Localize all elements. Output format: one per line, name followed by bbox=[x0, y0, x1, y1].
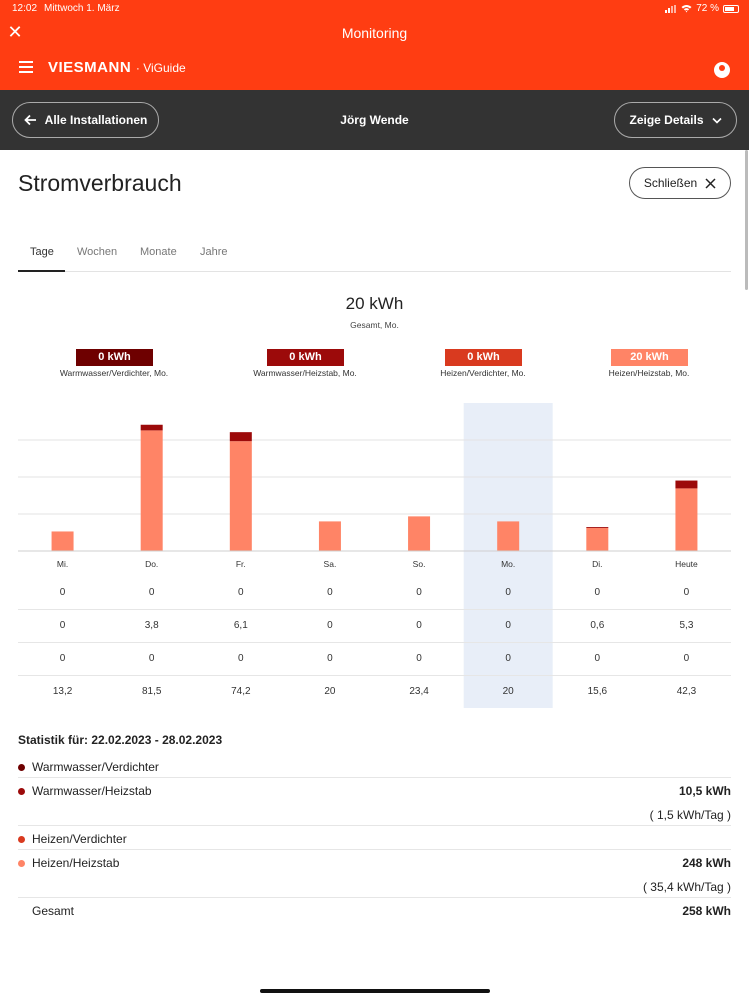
table-cell: 5,3 bbox=[679, 620, 694, 631]
bar-heizen-heizstab-7[interactable] bbox=[675, 488, 697, 551]
period-tabs bbox=[18, 238, 731, 272]
stat-separator bbox=[18, 849, 731, 850]
stat-value: 248 kWh bbox=[682, 856, 731, 870]
table-cell: 13,2 bbox=[52, 686, 73, 697]
stat-separator bbox=[18, 777, 731, 778]
title-bar bbox=[0, 18, 749, 48]
table-cell: 0 bbox=[683, 587, 690, 598]
bar-heizen-heizstab-0[interactable] bbox=[52, 531, 74, 551]
table-cell: 15,6 bbox=[587, 686, 608, 697]
legend-value-heizen-heizstab: 20 kWh bbox=[611, 349, 688, 366]
window-title: Monitoring bbox=[341, 25, 408, 41]
stat-dot bbox=[18, 836, 25, 843]
table-cell: 0 bbox=[148, 587, 155, 598]
table-row-separator bbox=[18, 642, 731, 643]
legend-value-warmwasser-verdichter: 0 kWh bbox=[76, 349, 153, 366]
day-label-6[interactable]: Di. bbox=[592, 559, 603, 569]
table-cell: 23,4 bbox=[409, 686, 429, 697]
table-row-separator bbox=[18, 609, 731, 610]
table-cell: 0 bbox=[148, 653, 155, 664]
bar-warmwasser-heizstab-7[interactable] bbox=[675, 481, 697, 489]
table-cell: 0 bbox=[416, 620, 422, 631]
app-bar bbox=[0, 48, 749, 90]
total-consumption: 20 kWh bbox=[345, 294, 404, 313]
table-cell: 0 bbox=[505, 653, 511, 664]
wifi-icon bbox=[681, 4, 692, 13]
close-button[interactable] bbox=[629, 167, 731, 199]
home-indicator bbox=[260, 989, 490, 993]
stat-dot bbox=[18, 764, 25, 771]
table-cell: 0 bbox=[505, 587, 511, 598]
status-bar bbox=[0, 0, 749, 18]
viessmann-logo bbox=[48, 59, 186, 76]
table-cell: 0 bbox=[416, 587, 422, 598]
active-tab-indicator bbox=[18, 270, 65, 272]
stat-total-value: 258 kWh bbox=[682, 904, 731, 918]
bar-warmwasser-heizstab-1[interactable] bbox=[141, 425, 163, 431]
close-icon bbox=[705, 178, 716, 189]
day-label-2[interactable]: Fr. bbox=[235, 559, 246, 569]
logo-subtitle: · ViGuide bbox=[135, 61, 186, 75]
stat-separator bbox=[18, 897, 731, 898]
page-title: Stromverbrauch bbox=[18, 170, 182, 196]
table-cell: 0 bbox=[238, 587, 244, 598]
stat-total-name: Gesamt bbox=[32, 904, 75, 918]
table-cell: 0 bbox=[594, 653, 601, 664]
stat-dot bbox=[18, 860, 25, 867]
table-cell: 42,3 bbox=[676, 686, 697, 697]
day-label-3[interactable]: Sa. bbox=[323, 559, 337, 569]
chevron-down-icon bbox=[712, 117, 722, 124]
tab-jahre[interactable]: Jahre bbox=[200, 246, 228, 258]
stat-average-warmwasser-heizstab: ( 1,5 kWh/Tag ) bbox=[649, 808, 731, 822]
stat-dot bbox=[18, 788, 25, 795]
table-cell: 0 bbox=[327, 587, 333, 598]
account-icon[interactable] bbox=[714, 62, 730, 78]
legend-value-heizen-verdichter: 0 kWh bbox=[445, 349, 522, 366]
total-consumption-label: Gesamt, Mo. bbox=[350, 320, 399, 330]
stat-average-heizen-heizstab: ( 35,4 kWh/Tag ) bbox=[642, 880, 731, 894]
bar-heizen-heizstab-6[interactable] bbox=[586, 528, 608, 551]
tab-tage[interactable]: Tage bbox=[30, 246, 54, 258]
table-cell: 0 bbox=[59, 587, 66, 598]
table-cell: 20 bbox=[502, 686, 514, 697]
stat-name: Warmwasser/Heizstab bbox=[32, 784, 152, 798]
bar-heizen-heizstab-1[interactable] bbox=[141, 430, 163, 551]
bar-warmwasser-heizstab-6[interactable] bbox=[586, 527, 608, 528]
stat-name: Warmwasser/Verdichter bbox=[32, 760, 159, 774]
table-cell: 6,1 bbox=[233, 620, 248, 631]
legend-label-heizen-heizstab: Heizen/Heizstab, Mo. bbox=[608, 368, 690, 378]
table-cell: 0 bbox=[327, 620, 333, 631]
details-button-label: Zeige Details bbox=[629, 113, 704, 127]
table-cell: 0,6 bbox=[590, 620, 605, 631]
show-details-button[interactable] bbox=[614, 102, 737, 138]
table-cell: 20 bbox=[324, 686, 336, 697]
installation-owner: Jörg Wende bbox=[340, 113, 409, 127]
table-cell: 0 bbox=[505, 620, 511, 631]
legend-label-warmwasser-verdichter: Warmwasser/Verdichter, Mo. bbox=[59, 368, 169, 378]
legend-label-warmwasser-heizstab: Warmwasser/Heizstab, Mo. bbox=[253, 368, 357, 378]
table-cell: 0 bbox=[327, 653, 333, 664]
signal-icon bbox=[665, 5, 677, 13]
battery-percent: 72 % bbox=[696, 3, 719, 14]
status-right bbox=[665, 3, 739, 14]
bar-heizen-heizstab-5[interactable] bbox=[497, 521, 519, 551]
logo-text: VIESMANN bbox=[48, 59, 132, 76]
table-row-separator bbox=[18, 675, 731, 676]
day-label-5[interactable]: Mo. bbox=[501, 559, 516, 569]
back-button-label: Alle Installationen bbox=[44, 113, 148, 127]
bar-warmwasser-heizstab-2[interactable] bbox=[230, 432, 252, 441]
table-cell: 74,2 bbox=[231, 686, 251, 697]
close-button-label: Schließen bbox=[643, 176, 698, 190]
day-label-1[interactable]: Do. bbox=[145, 559, 159, 569]
installation-nav-bar bbox=[0, 90, 749, 150]
table-cell: 0 bbox=[59, 620, 66, 631]
table-cell: 0 bbox=[594, 587, 601, 598]
table-cell: 0 bbox=[683, 653, 690, 664]
stat-separator bbox=[18, 825, 731, 826]
legend-label-heizen-verdichter: Heizen/Verdichter, Mo. bbox=[440, 368, 526, 378]
table-cell: 0 bbox=[59, 653, 66, 664]
table-cell: 0 bbox=[238, 653, 244, 664]
tab-monate[interactable]: Monate bbox=[140, 246, 177, 258]
day-label-4[interactable]: So. bbox=[412, 559, 426, 569]
day-label-0[interactable]: Mi. bbox=[56, 559, 69, 569]
close-window-icon[interactable]: ✕ bbox=[7, 22, 23, 42]
table-cell: 3,8 bbox=[144, 620, 159, 631]
table-cell: 0 bbox=[416, 653, 422, 664]
bar-heizen-heizstab-2[interactable] bbox=[230, 441, 252, 551]
status-date: Mittwoch 1. März bbox=[44, 3, 120, 14]
bar-heizen-heizstab-4[interactable] bbox=[408, 516, 430, 551]
bar-heizen-heizstab-3[interactable] bbox=[319, 521, 341, 551]
consumption-chart bbox=[0, 380, 749, 710]
day-label-7[interactable]: Heute bbox=[675, 559, 698, 569]
stat-name: Heizen/Verdichter bbox=[32, 832, 127, 846]
table-cell: 81,5 bbox=[141, 686, 162, 697]
legend-value-warmwasser-heizstab: 0 kWh bbox=[267, 349, 344, 366]
hamburger-menu-icon[interactable] bbox=[19, 61, 33, 75]
battery-icon bbox=[723, 5, 739, 13]
stat-name: Heizen/Heizstab bbox=[32, 856, 120, 870]
stat-value: 10,5 kWh bbox=[678, 784, 731, 798]
tab-wochen[interactable]: Wochen bbox=[77, 246, 118, 258]
scrollbar[interactable] bbox=[745, 150, 748, 290]
status-time: 12:02 bbox=[12, 3, 38, 14]
statistics-title: Statistik für: 22.02.2023 - 28.02.2023 bbox=[18, 733, 223, 747]
